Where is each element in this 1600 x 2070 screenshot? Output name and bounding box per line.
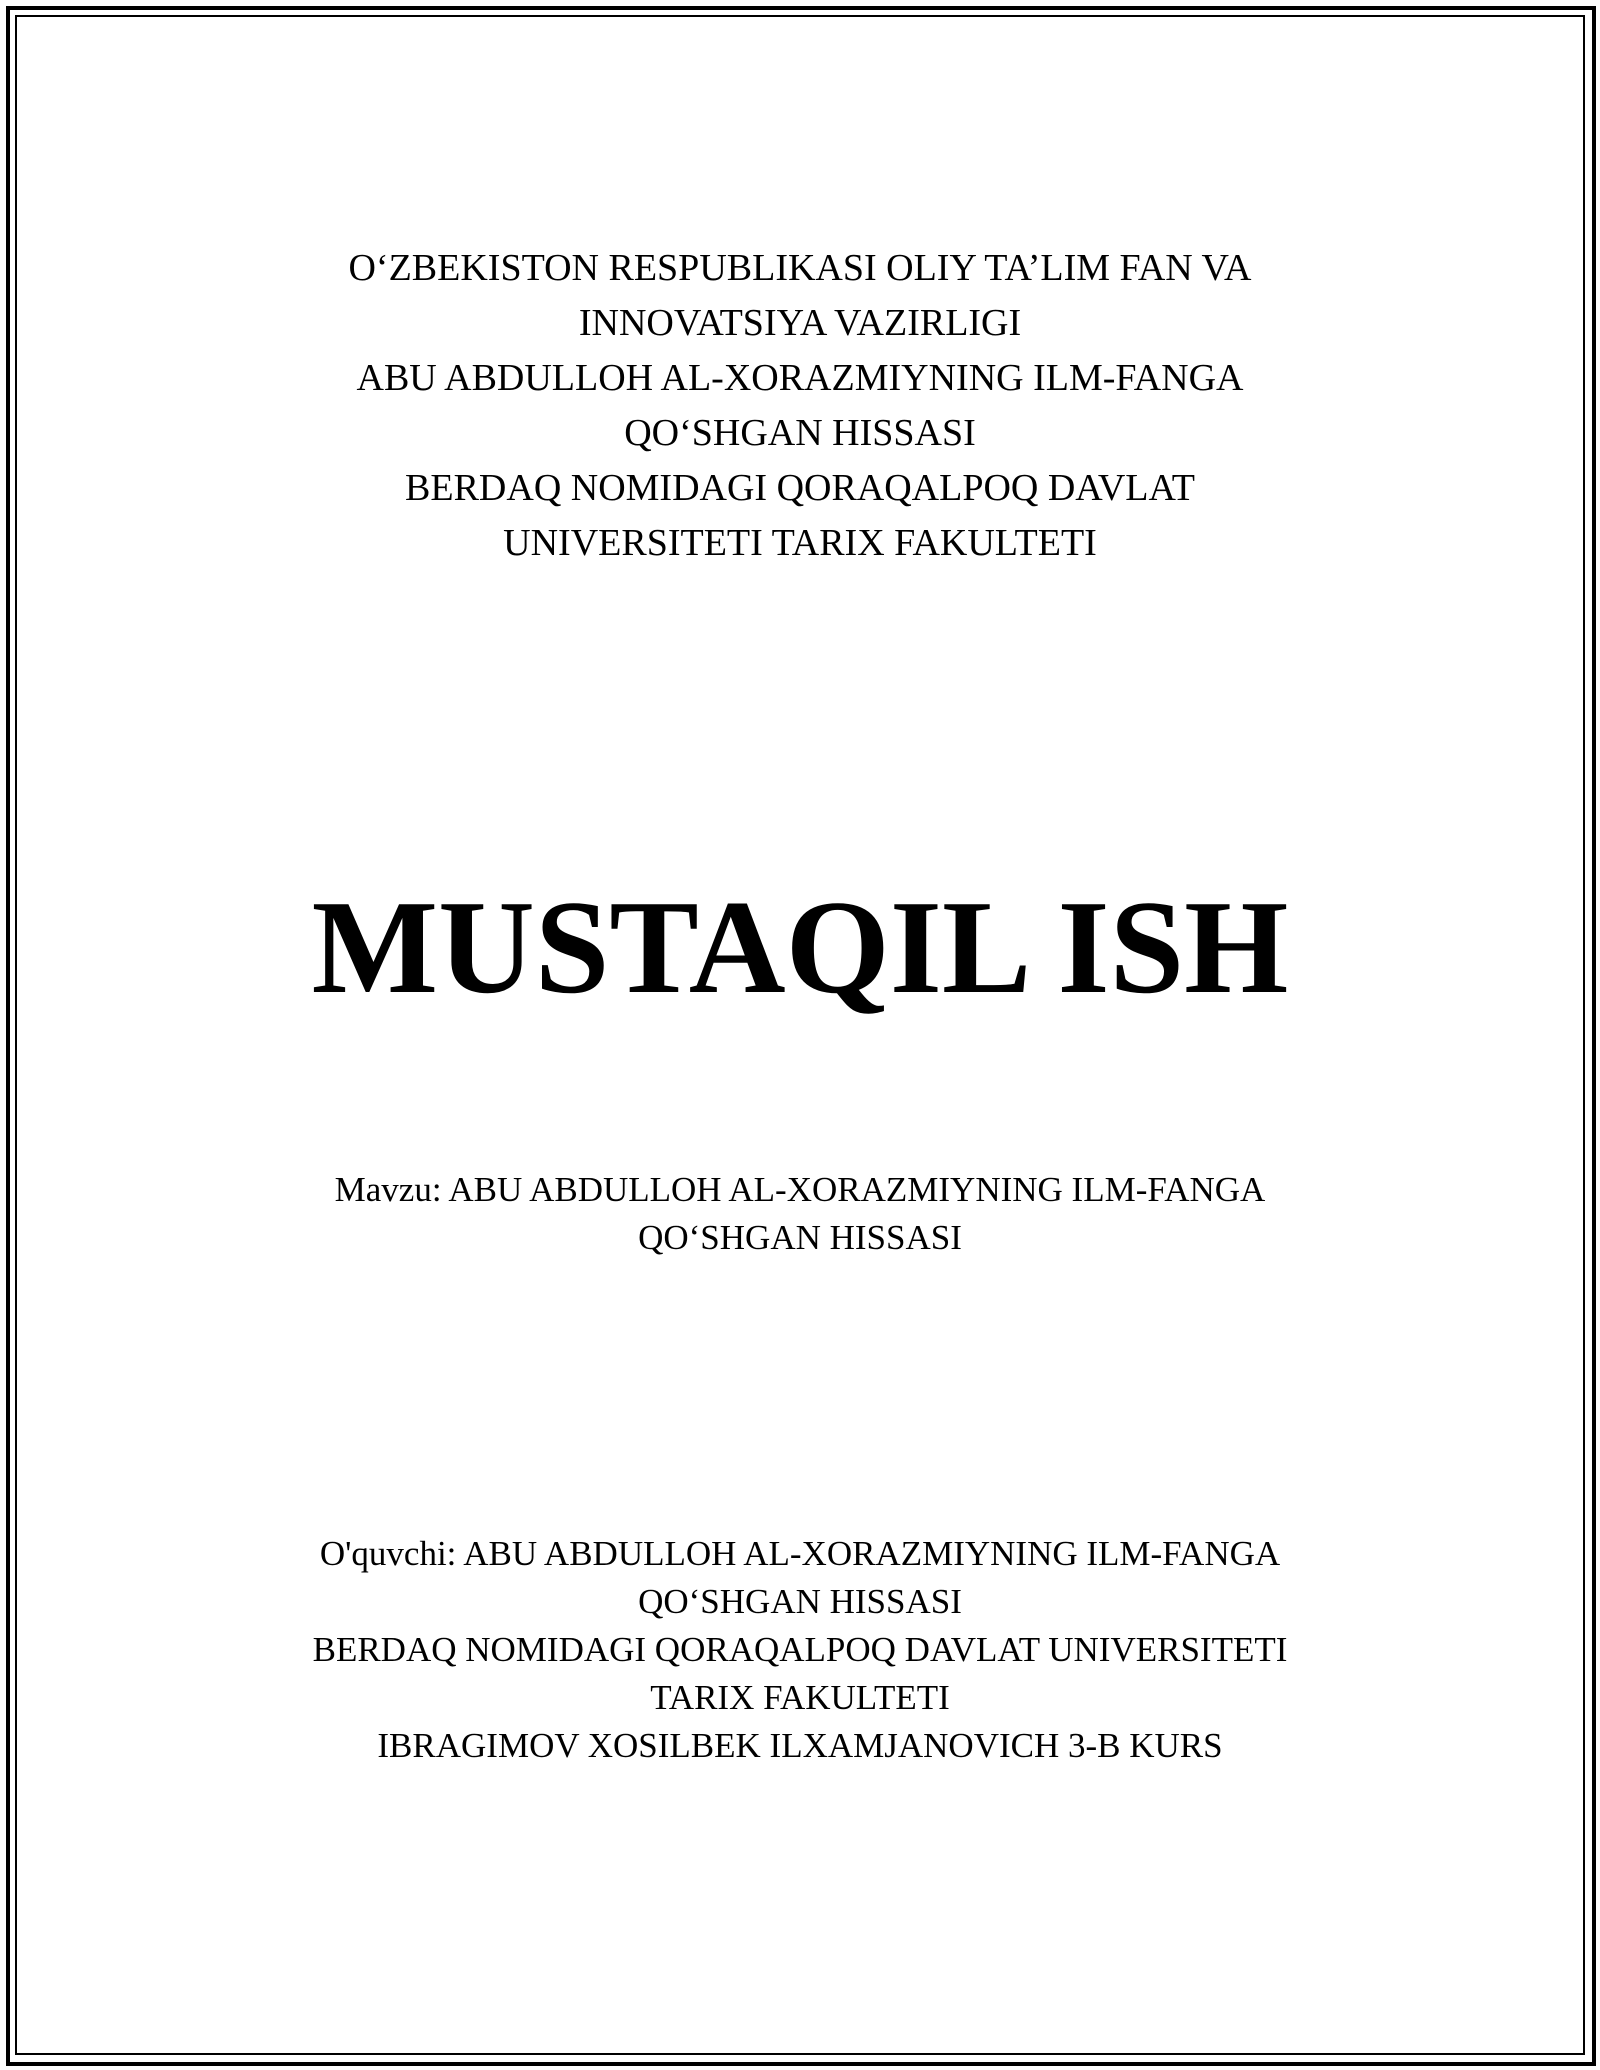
student-line-1: O'quvchi: ABU ABDULLOH AL-XORAZMIYNING ILM-FANGA — [319, 1534, 1281, 1573]
student-line-2: QO‘SHGAN HISSASI — [638, 1582, 962, 1621]
student-line-3: BERDAQ NOMIDAGI QORAQALPOQ DAVLAT UNIVERSITETI — [312, 1630, 1288, 1669]
student-line-5: IBRAGIMOV XOSILBEK ILXAMJANOVICH 3-B KURS — [377, 1726, 1223, 1765]
header-line-ministry: O‘ZBEKISTON RESPUBLIKASI OLIY TA’LIM FAN VA — [348, 247, 1252, 289]
header-line-faculty: UNIVERSITETI TARIX FAKULTETI — [503, 522, 1097, 564]
header-line-university: BERDAQ NOMIDAGI QORAQALPOQ DAVLAT — [405, 467, 1195, 509]
topic-line-1: Mavzu: ABU ABDULLOH AL-XORAZMIYNING ILM-FANGA — [334, 1170, 1266, 1209]
header-line-ministry-cont: INNOVATSIYA VAZIRLIGI — [578, 302, 1022, 344]
header-line-subject-cont: QO‘SHGAN HISSASI — [624, 412, 976, 454]
header-line-subject: ABU ABDULLOH AL-XORAZMIYNING ILM-FANGA — [356, 357, 1244, 399]
topic-line-2: QO‘SHGAN HISSASI — [638, 1218, 962, 1257]
student-line-4: TARIX FAKULTETI — [650, 1678, 950, 1717]
page-title: MUSTAQIL ISH — [311, 873, 1289, 1021]
